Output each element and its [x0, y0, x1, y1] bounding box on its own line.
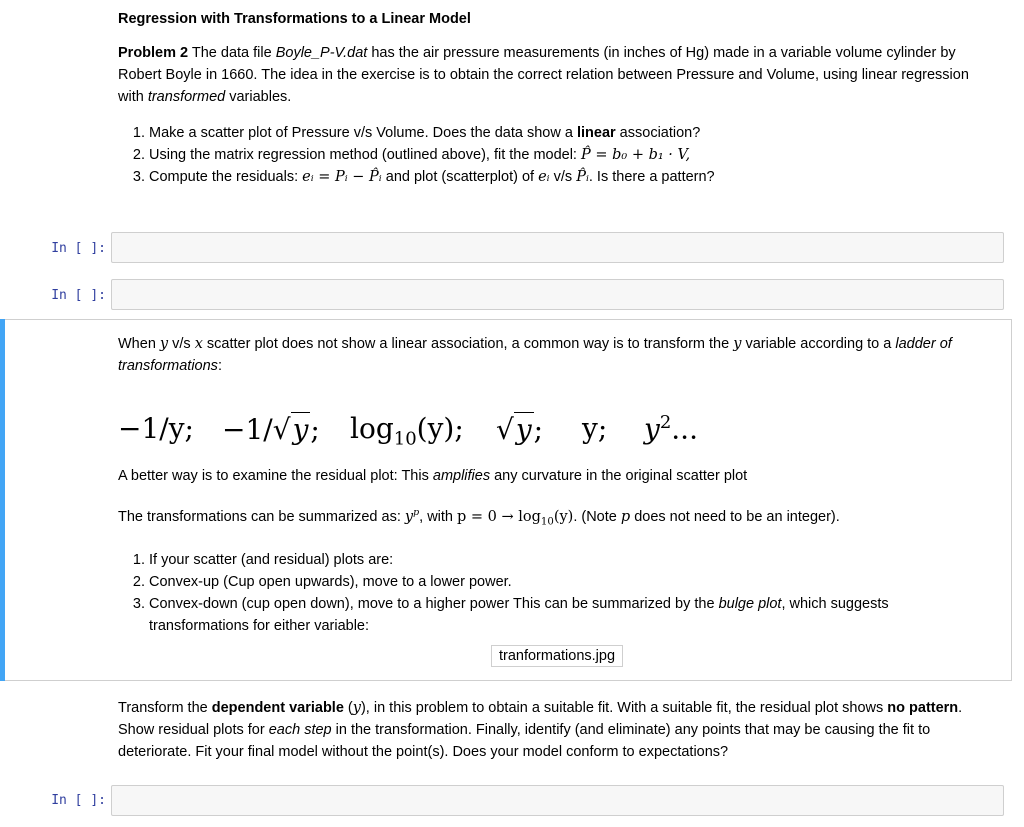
summary-paragraph — [118, 502, 988, 534]
fitted-symbol: P̂ᵢ — [576, 169, 589, 185]
residual-equation: eᵢ = Pᵢ − P̂ᵢ — [302, 169, 382, 185]
p-symbol: p — [620, 508, 631, 525]
y-symbol: y — [404, 508, 414, 525]
list-item: 1. If your scatter (and residual) plots are: — [149, 549, 988, 571]
ladder-term: √y; — [496, 413, 544, 446]
text: , with — [419, 508, 458, 525]
task-list — [118, 122, 988, 188]
transformed-emph: transformed — [147, 89, 226, 105]
input-prompt: In [ ]: — [51, 241, 106, 256]
residual-symbol: eᵢ — [538, 169, 550, 185]
no-pattern-bold: no pattern — [887, 700, 959, 716]
list-item: 2. Convex-up (Cup open upwards), move to a lower power. — [149, 571, 988, 593]
text: : — [217, 358, 222, 374]
markdown-cell-instructions[interactable] — [118, 697, 988, 763]
text: , which suggests transformations for either variable: — [149, 595, 889, 634]
log-base: 10 — [540, 516, 554, 528]
list-item — [149, 122, 988, 144]
text: and plot (scatterplot) of — [381, 169, 539, 185]
each-step-emph: each step — [268, 722, 332, 738]
markdown-cell-ladder-body — [118, 465, 988, 637]
list-item — [149, 166, 988, 188]
text: ), in this problem to obtain a suitable fit. With a suitable fit — [360, 700, 728, 716]
text: in the transformation. Finally, identify (and eliminate) any points that may be causing the fit to deteriorate. Fit your final model without the point(s). Does your model conform to expectations? — [118, 722, 931, 760]
text: . (Note — [573, 508, 621, 525]
code-input[interactable] — [111, 279, 1004, 310]
log-argument: (y) — [553, 508, 574, 525]
x-symbol: x — [194, 336, 203, 352]
y-symbol: y — [352, 700, 361, 716]
text: Convex-down (cup open down), move to a higher power This can be summarized by the — [149, 595, 719, 612]
p-exponent: p — [413, 507, 420, 518]
code-input[interactable] — [111, 232, 1004, 263]
text: association? — [615, 125, 701, 141]
text: Transform the — [118, 700, 212, 716]
text: variable according to a — [741, 336, 896, 352]
text: The data file — [188, 45, 276, 61]
text: scatter plot does not show a linear association, a common way is to transform the — [202, 336, 734, 352]
list-item — [149, 144, 988, 166]
ladder-term: $y^2$... — [644, 412, 698, 446]
sqrt-symbol: √y — [272, 413, 309, 446]
ladder-term: y; — [582, 412, 608, 445]
model-equation: P̂ = b₀ + b₁ · V, — [581, 147, 691, 163]
text: Compute the residuals: — [149, 169, 303, 185]
text: Using the matrix regression method (outlined above), fit the model: — [149, 147, 581, 163]
dependent-variable-bold: dependent variable — [211, 700, 344, 716]
text: v/s — [549, 169, 577, 185]
problem-paragraph — [118, 42, 988, 108]
ladder-term: $\log_{10}(y)$; — [350, 412, 464, 450]
instructions-paragraph — [118, 697, 988, 763]
log-equation: p = 0 → log — [457, 508, 541, 525]
text: ( — [343, 700, 353, 716]
selection-indicator — [0, 319, 5, 681]
ladder-label: ladder of transformations — [118, 336, 952, 374]
list-item — [149, 593, 988, 637]
text: . Is there a pattern? — [588, 169, 715, 185]
input-prompt: In [ ]: — [51, 288, 106, 303]
intro-paragraph — [118, 333, 988, 377]
text: , the residual plot shows — [727, 700, 888, 716]
text: does not need to be an integer). — [630, 508, 840, 525]
y-symbol: y — [159, 336, 169, 352]
text: v/s — [168, 336, 195, 352]
filename: Boyle_P-V.dat — [275, 45, 368, 61]
text: variables. — [225, 89, 292, 105]
ladder-term: −1/√y; — [222, 413, 320, 446]
broken-image: tranformations.jpg — [491, 645, 623, 667]
text: . Show residual plots for — [118, 700, 963, 738]
ladder-term: −1/y; — [118, 412, 194, 445]
bulge-plot-emph: bulge plot — [718, 595, 782, 612]
markdown-cell-ladder[interactable] — [118, 333, 988, 377]
text: Make a scatter plot of Pressure v/s Volume. Does the data show a — [149, 125, 577, 141]
text: has the air pressure measurements (in inches of Hg) made in a variable volume cylinder by Robert Boyle in 1660. The idea in the exercise is to obtain the correct relation between Pressure and Volume, using linear regression with — [118, 45, 969, 105]
text: A better way is to examine the residual plot: This — [118, 468, 433, 484]
problem-label: Problem 2 — [118, 45, 189, 61]
cell-heading: Regression with Transformations to a Linear Model — [118, 11, 471, 27]
linear-bold: linear — [576, 125, 616, 141]
convexity-list — [118, 549, 988, 637]
amplifies-emph: amplifies — [432, 468, 491, 484]
code-input[interactable] — [111, 785, 1004, 816]
input-prompt: In [ ]: — [51, 793, 106, 808]
residual-paragraph — [118, 465, 988, 487]
text: The transformations can be summarized as: — [118, 508, 405, 525]
text: any curvature in the original scatter plot — [490, 468, 748, 484]
text: When — [118, 336, 160, 352]
y-symbol: y — [733, 336, 742, 352]
markdown-cell-problem[interactable] — [118, 8, 988, 188]
